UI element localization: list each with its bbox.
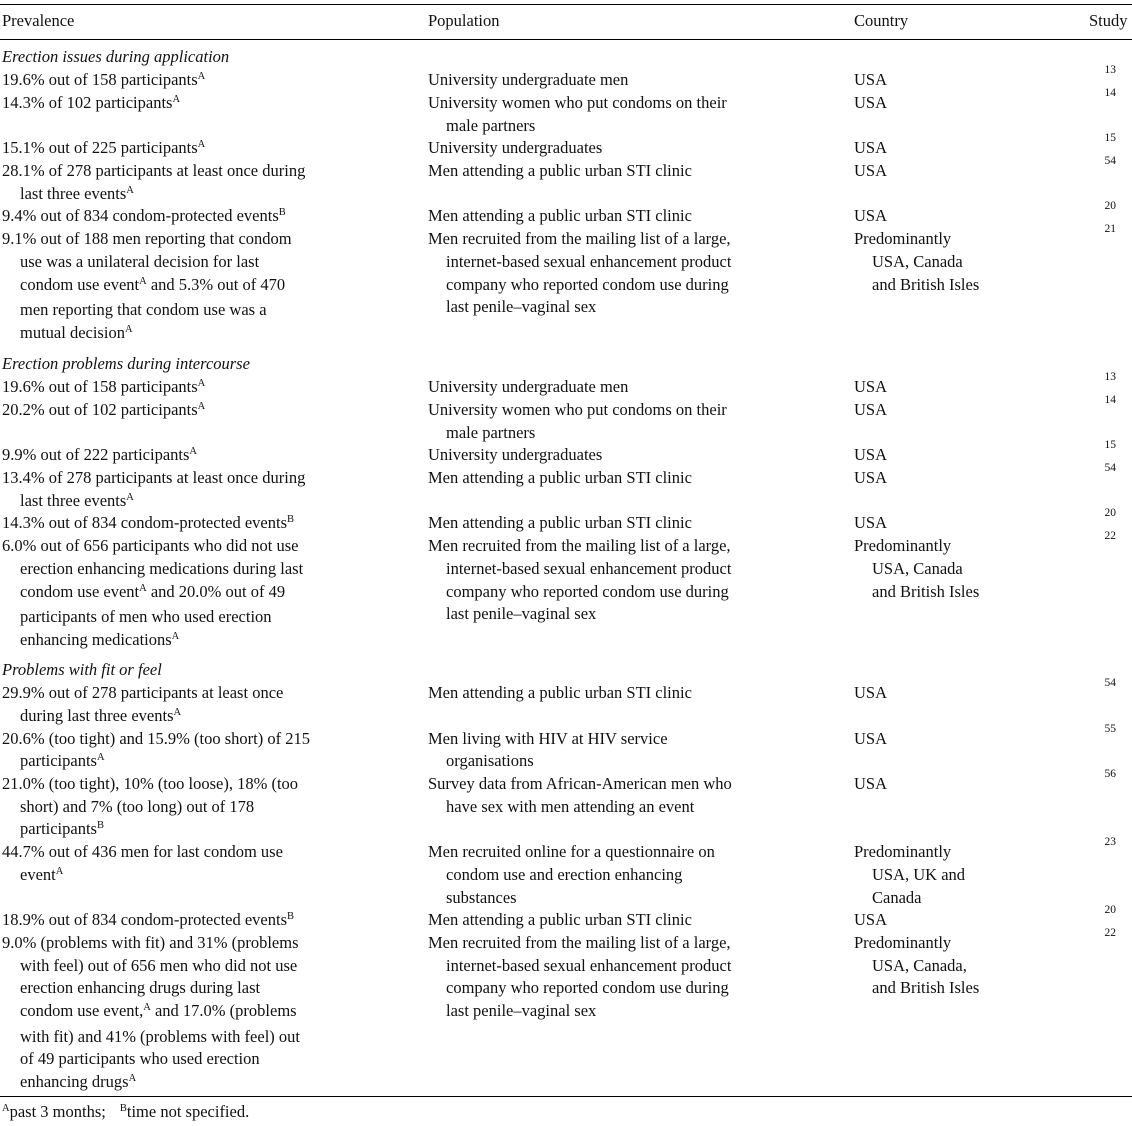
footnote-b-marker: B	[119, 1103, 127, 1114]
time-marker: A	[126, 184, 134, 196]
country-cell	[854, 682, 1074, 705]
study-ref: 20	[1104, 507, 1116, 520]
population-line: internet-based sexual enhancement product	[446, 558, 732, 578]
study-ref: 14	[1104, 86, 1116, 99]
country-cell	[854, 399, 1074, 422]
country-cell	[854, 909, 1074, 932]
prevalence-text: erection enhancing medications during last	[20, 558, 304, 578]
prevalence-text: 6.0% out of 656 participants who did not use	[2, 536, 299, 556]
population-line: male partners	[446, 422, 536, 442]
prevalence-cell	[2, 728, 422, 776]
population-line: Survey data from African-American men who	[428, 774, 732, 793]
population-line: University undergraduate men	[428, 377, 629, 397]
time-marker: B	[278, 207, 286, 219]
prevalence-text: of 49 participants who used erection	[20, 1049, 260, 1069]
country-cell	[854, 228, 1074, 296]
prevalence-text: participants of men who used erection	[20, 607, 272, 627]
prevalence-text: enhancing medications	[20, 629, 172, 649]
population-line: Men attending a public urban STI clinic	[428, 910, 692, 930]
country-line: and British Isles	[872, 978, 980, 998]
country-line: USA	[854, 445, 888, 465]
study-ref: 15	[1104, 132, 1116, 145]
population-line: Men recruited from the mailing list of a large,	[428, 536, 731, 556]
population-cell	[428, 228, 848, 319]
population-line: Men living with HIV at HIV service	[428, 728, 668, 748]
country-line: USA, Canada,	[872, 955, 967, 975]
population-line: company who reported condom use during	[446, 274, 729, 294]
time-marker: A	[197, 400, 206, 412]
country-line: Predominantly	[854, 842, 952, 862]
population-line: organisations	[446, 751, 534, 771]
prevalence-line	[2, 841, 422, 864]
prevalence-text: 20.6% (too tight) and 15.9% (too short) of 215	[2, 728, 310, 748]
study-ref: 15	[1104, 439, 1116, 452]
prevalence-text: men reporting that condom use was a	[20, 300, 267, 320]
prevalence-text: 18.9% out of 834 condom-protected events	[2, 910, 288, 930]
prevalence-cell	[2, 160, 422, 208]
prevalence-line	[2, 467, 422, 490]
country-line: and British Isles	[872, 581, 980, 601]
study-ref: 20	[1104, 200, 1116, 213]
time-marker: A	[143, 1002, 151, 1013]
header-prevalence: Prevalence	[2, 11, 75, 30]
country-line: Predominantly	[854, 932, 952, 952]
country-line: USA	[854, 377, 888, 397]
study-ref: 56	[1104, 768, 1116, 780]
prevalence-line	[2, 1000, 422, 1026]
country-line: Predominantly	[854, 229, 952, 249]
population-line: University women who put condoms on their	[428, 92, 727, 112]
country-line: Canada	[872, 887, 922, 907]
study-ref: 22	[1104, 926, 1116, 939]
prevalence-line	[2, 535, 422, 558]
population-cell	[428, 444, 848, 467]
country-cell	[854, 69, 1074, 92]
population-line: Men attending a public urban STI clinic	[428, 683, 692, 703]
prevalence-line	[2, 251, 422, 274]
prevalence-text: event	[20, 864, 56, 884]
footnote	[2, 1101, 249, 1126]
population-cell	[428, 909, 848, 932]
time-marker: A	[173, 706, 182, 718]
study-ref: 13	[1104, 371, 1116, 384]
footnote-b-text: time not specified.	[126, 1102, 250, 1121]
population-cell	[428, 137, 848, 160]
time-marker: A	[197, 71, 206, 83]
prevalence-cell	[2, 932, 422, 1097]
country-cell	[854, 467, 1074, 490]
population-cell	[428, 932, 848, 1023]
population-line: last penile–vaginal sex	[446, 1001, 597, 1020]
prevalence-line	[2, 299, 422, 322]
time-marker: B	[287, 514, 295, 526]
header-country: Country	[854, 11, 909, 30]
country-line: USA, Canada	[872, 251, 963, 271]
time-marker: B	[96, 820, 104, 832]
population-cell	[428, 205, 848, 228]
population-line: last penile–vaginal sex	[446, 297, 597, 317]
prevalence-text: condom use event	[20, 274, 140, 294]
prevalence-text: 9.0% (problems with fit) and 31% (problems	[2, 932, 299, 952]
prevalence-line	[2, 1026, 422, 1049]
population-line: condom use and erection enhancing	[446, 864, 683, 884]
country-line: USA	[854, 683, 888, 703]
prevalence-line	[2, 160, 422, 183]
population-line: company who reported condom use during	[446, 581, 729, 601]
prevalence-text: 19.6% out of 158 participants	[2, 377, 198, 397]
study-ref: 20	[1104, 904, 1116, 917]
population-cell	[428, 512, 848, 535]
country-cell	[854, 841, 1074, 909]
prevalence-line	[2, 274, 422, 300]
country-line: USA, Canada	[872, 558, 963, 578]
prevalence-text: with fit) and 41% (problems with feel) out	[20, 1026, 300, 1046]
prevalence-line	[2, 399, 422, 425]
country-line: USA	[854, 728, 888, 748]
time-marker: A	[96, 752, 105, 764]
prevalence-line	[2, 322, 422, 348]
prevalence-text: short) and 7% (too long) out of 178	[20, 796, 255, 816]
population-cell	[428, 682, 848, 705]
time-marker: A	[139, 275, 147, 287]
prevalence-line	[2, 728, 422, 751]
prevalence-text: with feel) out of 656 men who did not use	[20, 955, 298, 975]
prevalence-text: erection enhancing drugs during last	[20, 978, 261, 998]
prevalence-text: 13.4% of 278 participants at least once during	[2, 468, 306, 487]
prevalence-line	[2, 1071, 422, 1097]
country-line: USA	[854, 468, 888, 487]
section-title: Erection issues during application	[2, 47, 230, 66]
population-line: University undergraduates	[428, 138, 603, 158]
header-rule	[0, 39, 1132, 40]
population-line: University undergraduate men	[428, 70, 629, 90]
prevalence-line	[2, 864, 422, 890]
header-study: Study	[1089, 11, 1128, 30]
time-marker: A	[171, 630, 180, 642]
population-cell	[428, 376, 848, 399]
prevalence-text: and 17.0% (problems	[150, 1001, 297, 1020]
prevalence-line	[2, 581, 422, 607]
time-marker: A	[172, 93, 181, 105]
country-cell	[854, 92, 1074, 115]
study-ref: 21	[1104, 223, 1116, 236]
population-cell	[428, 92, 848, 137]
country-line: USA	[854, 92, 888, 112]
prevalence-text: use was a unilateral decision for last	[20, 251, 260, 271]
country-line: Predominantly	[854, 536, 952, 556]
study-ref: 54	[1104, 677, 1116, 690]
population-cell	[428, 467, 848, 490]
population-line: Men attending a public urban STI clinic	[428, 161, 692, 180]
country-line: USA	[854, 513, 888, 533]
population-line: company who reported condom use during	[446, 978, 729, 998]
time-marker: A	[124, 323, 133, 335]
prevalence-text: 15.1% out of 225 participants	[2, 138, 198, 158]
prevalence-text: enhancing drugs	[20, 1072, 129, 1092]
prevalence-line	[2, 773, 422, 796]
population-cell	[428, 728, 848, 773]
study-ref: 14	[1104, 393, 1116, 406]
country-cell	[854, 444, 1074, 467]
time-marker: A	[126, 491, 134, 503]
country-line: USA	[854, 774, 888, 793]
time-marker: A	[128, 1073, 137, 1085]
time-marker: A	[189, 446, 198, 458]
prevalence-line	[2, 1048, 422, 1071]
prevalence-text: 14.3% of 102 participants	[2, 92, 173, 112]
study-ref: 22	[1104, 530, 1116, 543]
prevalence-text: and 20.0% out of 49	[146, 581, 286, 601]
header-population: Population	[428, 11, 500, 30]
section-title: Erection problems during intercourse	[2, 354, 250, 373]
population-line: Men recruited online for a questionnaire on	[428, 842, 715, 862]
population-line: male partners	[446, 115, 536, 135]
prevalence-text: participants	[20, 751, 97, 771]
population-cell	[428, 399, 848, 444]
population-line: last penile–vaginal sex	[446, 604, 597, 624]
country-cell	[854, 376, 1074, 399]
population-line: Men recruited from the mailing list of a large,	[428, 229, 731, 249]
population-line: internet-based sexual enhancement product	[446, 955, 732, 975]
population-line: Men attending a public urban STI clinic	[428, 206, 692, 226]
top-rule	[0, 4, 1132, 5]
section-title: Problems with fit or feel	[2, 660, 162, 679]
prevalence-text: 14.3% out of 834 condom-protected events	[2, 513, 288, 533]
prevalence-text: and 5.3% out of 470	[146, 274, 286, 294]
population-line: University undergraduates	[428, 445, 603, 465]
country-cell	[854, 535, 1074, 603]
study-ref: 54	[1104, 155, 1116, 167]
population-line: Men attending a public urban STI clinic	[428, 513, 692, 533]
bottom-rule	[0, 1096, 1132, 1097]
prevalence-text: 20.2% out of 102 participants	[2, 399, 198, 419]
footnote-a-text: past 3 months;	[9, 1102, 106, 1121]
study-ref: 54	[1104, 462, 1116, 474]
prevalence-text: 9.9% out of 222 participants	[2, 445, 190, 465]
population-cell	[428, 160, 848, 183]
country-cell	[854, 160, 1074, 183]
country-cell	[854, 773, 1074, 796]
country-cell	[854, 205, 1074, 228]
population-cell	[428, 773, 848, 818]
country-line: USA	[854, 910, 888, 930]
prevalence-cell	[2, 467, 422, 515]
country-cell	[854, 137, 1074, 160]
population-cell	[428, 535, 848, 626]
prevalence-cell	[2, 841, 422, 889]
prevalence-line	[2, 92, 422, 118]
prevalence-cell	[2, 535, 422, 655]
time-marker: A	[139, 582, 147, 594]
prevalence-text: participants	[20, 819, 97, 839]
time-marker: B	[287, 911, 295, 923]
country-line: USA	[854, 206, 888, 226]
country-cell	[854, 728, 1074, 751]
prevalence-line	[2, 228, 422, 251]
prevalence-line	[2, 558, 422, 581]
prevalence-cell	[2, 773, 422, 844]
prevalence-line	[2, 977, 422, 1000]
prevalence-text: 44.7% out of 436 men for last condom use	[2, 842, 283, 862]
population-cell	[428, 841, 848, 909]
time-marker: A	[197, 378, 206, 390]
prevalence-line	[2, 955, 422, 978]
prevalence-line	[2, 932, 422, 955]
country-line: USA	[854, 161, 888, 180]
population-cell	[428, 69, 848, 92]
country-cell	[854, 512, 1074, 535]
prevalence-text: last three events	[20, 490, 127, 510]
prevalence-line	[2, 606, 422, 629]
population-line: Men attending a public urban STI clinic	[428, 468, 692, 487]
prevalence-text: during last three events	[20, 705, 174, 725]
prevalence-text: condom use event	[20, 581, 140, 601]
country-line: USA, UK and	[872, 864, 966, 884]
prevalence-cell	[2, 228, 422, 348]
prevalence-text: 9.1% out of 188 men reporting that condom	[2, 229, 292, 249]
prevalence-cell	[2, 682, 422, 730]
country-line: and British Isles	[872, 274, 980, 294]
country-cell	[854, 932, 1074, 1000]
prevalence-line	[2, 682, 422, 705]
study-ref: 13	[1104, 64, 1116, 77]
prevalence-text: 21.0% (too tight), 10% (too loose), 18% (too	[2, 774, 299, 793]
footnote-a-marker: A	[2, 1103, 10, 1114]
prevalence-text: 9.4% out of 834 condom-protected events	[2, 206, 279, 226]
population-line: substances	[446, 887, 517, 907]
prevalence-line	[2, 796, 422, 819]
prevalence-text: condom use event,	[20, 1001, 144, 1020]
population-line: University women who put condoms on their	[428, 399, 727, 419]
country-line: USA	[854, 70, 888, 90]
prevalence-text: 29.9% out of 278 participants at least once	[2, 683, 284, 703]
study-ref: 55	[1104, 722, 1116, 735]
prevalence-text: 28.1% of 278 participants at least once during	[2, 161, 306, 180]
country-line: USA	[854, 138, 888, 158]
population-line: have sex with men attending an event	[446, 796, 695, 816]
prevalence-text: mutual decision	[20, 322, 125, 342]
prevalence-text: 19.6% out of 158 participants	[2, 70, 198, 90]
population-line: Men recruited from the mailing list of a large,	[428, 932, 731, 952]
prevalence-cell	[2, 92, 422, 118]
population-line: internet-based sexual enhancement product	[446, 251, 732, 271]
country-line: USA	[854, 399, 888, 419]
prevalence-cell	[2, 399, 422, 425]
study-ref: 23	[1104, 836, 1116, 849]
time-marker: A	[55, 865, 64, 877]
time-marker: A	[197, 139, 206, 151]
prevalence-text: last three events	[20, 183, 127, 203]
prevalence-line	[2, 629, 422, 655]
